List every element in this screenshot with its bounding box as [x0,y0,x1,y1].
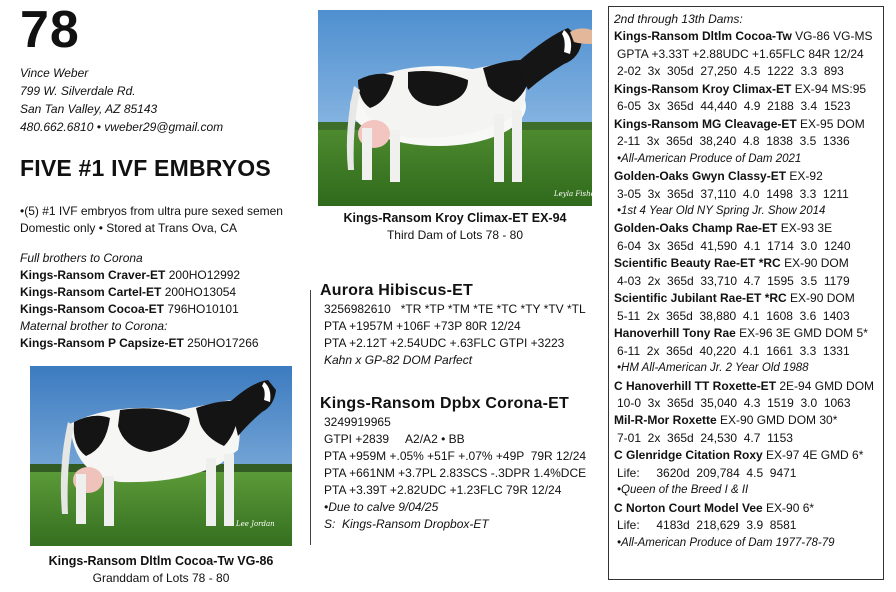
dam-entry-name: C Norton Court Model Vee [614,500,763,515]
dams-list [614,28,883,552]
dam-entry-name: Hanoverhill Tony Rae [614,326,736,341]
top-photo-caption [318,210,592,244]
cow-photo-cocoa [30,366,292,546]
dam-entry-note: •All-American Produce of Dam 2021 [617,152,802,165]
dam-entry-score: EX-96 3E GMD DOM 5* [739,326,868,341]
brother-code: 200HO12992 [168,268,241,282]
dam-entry-record: Life: 4183d 218,629 3.9 8581 [617,518,797,533]
dam-entry-score: EX-92 [789,169,823,184]
lot-description [20,203,283,237]
dam-entry-name: C Hanoverhill TT Roxette-ET [614,378,777,393]
dam-entry-score: EX-90 DOM [784,256,849,271]
dam-entry-name-row [614,325,883,342]
dam-line: 3249919965 [324,415,391,429]
cow-photo-kroy-climax [318,10,599,206]
dam-entry-note: •All-American Produce of Dam 1977-78-79 [617,536,835,549]
dam-entry-name-row [614,220,883,237]
brother-row [20,284,259,301]
dam-line: PTA +959M +.05% +51F +.07% +49P 79R 12/24 [324,449,587,463]
dam-entry-note: •HM All-American Jr. 2 Year Old 1988 [617,362,809,375]
dam-entry-record: 4-03 2x 365d 33,710 4.7 1595 3.5 1179 [617,273,850,288]
brother-row [20,267,259,284]
dam-entry-name-row [614,447,883,464]
brothers-section [20,250,259,352]
brother-code: 250HO17266 [187,336,259,350]
bottom-photo-caption [20,553,302,587]
dam-entry-record: 10-0 3x 365d 35,040 4.3 1519 3.0 1063 [617,395,851,410]
consignor-phone-email: 480.662.6810 • vweber29@gmail.com [20,120,224,134]
sire-pedigree: Kahn x GP-82 DOM Parfect [324,353,473,367]
sire-name: Aurora Hibiscus-ET [320,282,473,299]
photo-caption-name: Kings-Ransom Kroy Climax-ET EX-94 [343,211,567,225]
dam-entry-name-row [614,255,883,272]
dam-line: PTA +3.39T +2.82UDC +1.23FLC 79R 12/24 [324,483,562,497]
dam-entry-name: Golden-Oaks Champ Rae-ET [614,221,778,236]
lot-number: 78 [20,1,80,59]
dam-entry-score: EX-90 GMD DOM 30* [720,413,838,428]
dam-entry-record: 6-05 3x 365d 44,440 4.9 2188 3.4 1523 [617,99,851,114]
dams-box-header: 2nd through 13th Dams: [614,12,743,26]
cow-photo-image [30,366,292,546]
dam-entry-name-row [614,500,883,517]
photo-credit: Lee Jordan [236,520,275,528]
dam-entry-record: 2-02 3x 305d 27,250 4.5 1222 3.3 893 [617,64,844,79]
dam-line: PTA +661NM +3.7PL 2.83SCS -.3DPR 1.4%DCE [324,466,587,480]
cow-photo-image [318,10,599,206]
dam-name: Kings-Ransom Dpbx Corona-ET [320,395,569,412]
dam-service-sire: S: Kings-Ransom Dropbox-ET [324,517,489,531]
dam-entry-score: EX-90 DOM [790,291,855,306]
brother-name: Kings-Ransom Cocoa-ET [20,302,165,316]
dam-entry-name: Golden-Oaks Gwyn Classy-ET [614,169,787,184]
brother-row [20,301,259,318]
consignor-contact [20,64,223,136]
dam-due-date: •Due to calve 9/04/25 [324,500,439,514]
brother-row [20,335,259,352]
dam-entry-record: 3-05 3x 365d 37,110 4.0 1498 3.3 1211 [617,186,849,201]
section-divider [310,290,311,545]
dam-entry-record: GPTA +3.33T +2.88UDC +1.65FLC 84R 12/24 [617,46,864,61]
maternal-brother-label: Maternal brother to Corona: [20,319,168,333]
photo-caption-sub: Third Dam of Lots 78 - 80 [386,228,524,242]
photo-caption-name: Kings-Ransom Dltlm Cocoa-Tw VG-86 [48,554,274,568]
dam-entry-name-row [614,116,883,133]
lot-headline: FIVE #1 IVF EMBRYOS [20,155,271,181]
dam-entry-note: •1st 4 Year Old NY Spring Jr. Show 2014 [617,204,826,217]
dam-entry-record: 5-11 2x 365d 38,880 4.1 1608 3.6 1403 [617,308,850,323]
brother-name: Kings-Ransom P Capsize-ET [20,336,184,350]
dam-entry-name-row [614,378,883,395]
dam-entry-score: EX-90 6* [766,500,815,515]
description-line-2: Domestic only • Stored at Trans Ova, CA [20,221,237,235]
sire-line: PTA +1957M +106F +73P 80R 12/24 [324,319,521,333]
dam-entry-record: 6-11 2x 365d 40,220 4.1 1661 3.3 1331 [617,343,850,358]
dam-entry-name-row [614,412,883,429]
dam-entry-score: 2E-94 GMD DOM [779,378,875,393]
dam-entry-score: EX-93 3E [780,221,833,236]
dam-entry-score: VG-86 VG-MS [795,29,873,44]
dam-entry-record: 7-01 2x 365d 24,530 4.7 1153 [617,430,793,445]
dam-entry-score: EX-97 4E GMD 6* [766,448,864,463]
consignor-address-1: 799 W. Silverdale Rd. [20,84,136,98]
sire-block [320,281,586,369]
consignor-address-2: San Tan Valley, AZ 85143 [20,102,158,116]
dam-entry-record: 2-11 3x 365d 38,240 4.8 1838 3.5 1336 [617,134,850,149]
brother-code: 200HO13054 [164,285,237,299]
dam-entry-record: 6-04 3x 365d 41,590 4.1 1714 3.0 1240 [617,238,851,253]
brother-code: 796HO10101 [167,302,239,316]
dam-entry-name: Kings-Ransom MG Cleavage-ET [614,116,797,131]
consignor-name: Vince Weber [20,66,89,80]
sire-line: 3256982610 *TR *TP *TM *TE *TC *TY *TV *TL [324,302,586,316]
dam-entry-name: Kings-Ransom Dltlm Cocoa-Tw [614,29,792,44]
dam-entry-note: •Queen of the Breed I & II [617,484,749,497]
sire-line: PTA +2.12T +2.54UDC +.63FLC GTPI +3223 [324,336,565,350]
dam-entry-name-row [614,168,883,185]
description-line-1: •(5) #1 IVF embryos from ultra pure sexed semen [20,204,283,218]
dam-block [320,394,586,533]
dam-line: GTPI +2839 A2/A2 • BB [324,432,465,446]
brother-name: Kings-Ransom Craver-ET [20,268,166,282]
dam-entry-name: C Glenridge Citation Roxy [614,448,763,463]
dam-entry-name: Kings-Ransom Kroy Climax-ET [614,81,792,96]
dam-entry-name: Scientific Jubilant Rae-ET *RC [614,291,787,306]
dam-entry-name-row [614,290,883,307]
dam-entry-record: Life: 3620d 209,784 4.5 9471 [617,465,797,480]
dam-entry-name: Mil-R-Mor Roxette [614,413,717,428]
photo-credit: Leyla Fisher [554,190,599,198]
brother-name: Kings-Ransom Cartel-ET [20,285,162,299]
full-brothers-label: Full brothers to Corona [20,251,143,265]
dam-entry-score: EX-94 MS:95 [794,81,867,96]
dam-entry-name: Scientific Beauty Rae-ET *RC [614,256,781,271]
dam-entry-name-row [614,81,883,98]
photo-caption-sub: Granddam of Lots 78 - 80 [92,571,230,585]
dam-entry-name-row [614,28,883,45]
dams-pedigree-box [608,6,884,580]
dam-entry-score: EX-95 DOM [800,116,865,131]
